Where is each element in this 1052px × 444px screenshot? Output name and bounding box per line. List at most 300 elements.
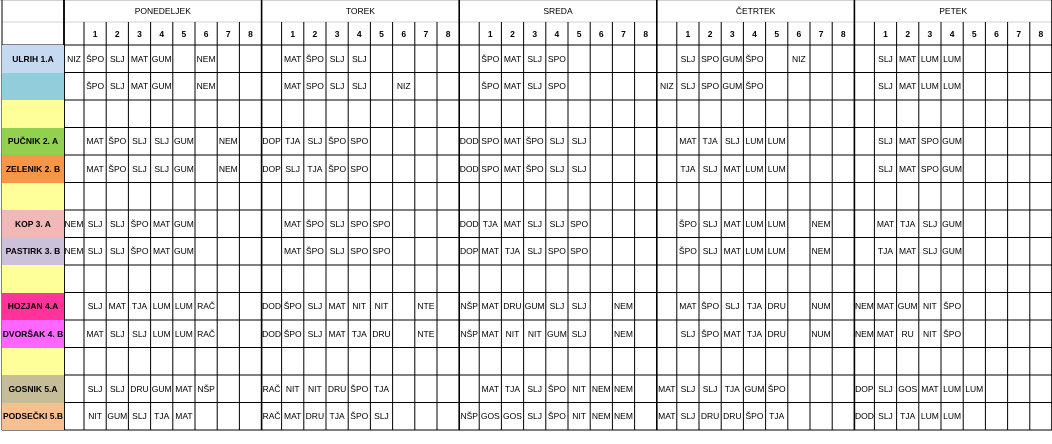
lesson-cell [677, 100, 699, 128]
lesson-cell [64, 155, 84, 183]
lesson-cell: SPO [701, 81, 720, 92]
lesson-cell [568, 100, 590, 128]
lesson-cell [721, 265, 743, 293]
lesson-cell [262, 210, 282, 238]
lesson-cell [590, 155, 612, 183]
lesson-cell: TJA [373, 383, 390, 394]
class-label: PUČNIK 2. A [2, 128, 64, 156]
lesson-cell: SLJ [329, 246, 345, 257]
lesson-cell: TJA [329, 411, 345, 422]
lesson-cell [590, 348, 612, 376]
lesson-cell: SLJ [527, 81, 543, 92]
lesson-cell [437, 100, 459, 128]
period-number: 7 [818, 28, 824, 39]
lesson-cell: TJA [724, 383, 740, 394]
lesson-cell: SLJ [527, 383, 543, 394]
lesson-cell: NIZ [67, 53, 81, 64]
lesson-cell [919, 265, 941, 293]
lesson-cell: ŠPO [525, 163, 544, 174]
lesson-cell: ŠPO [108, 163, 127, 174]
lesson-cell [415, 238, 437, 266]
lesson-cell [874, 265, 896, 293]
lesson-cell [810, 45, 832, 73]
lesson-cell [612, 183, 634, 211]
lesson-cell [239, 45, 261, 73]
lesson-cell [699, 265, 721, 293]
lesson-cell [348, 183, 370, 211]
day-header: PETEK [939, 6, 968, 16]
lesson-cell [699, 100, 721, 128]
lesson-cell: SLJ [109, 218, 125, 229]
lesson-cell: MAT [328, 328, 346, 339]
lesson-cell [1008, 293, 1030, 321]
lesson-cell: NIT [88, 411, 102, 422]
lesson-cell [459, 100, 479, 128]
lesson-cell [326, 265, 348, 293]
lesson-cell: SLJ [351, 53, 367, 64]
lesson-cell [612, 265, 634, 293]
lesson-cell [151, 183, 173, 211]
lesson-cell [239, 320, 261, 348]
class-label: ZELENIK 2. B [2, 155, 64, 183]
lesson-cell [568, 183, 590, 211]
lesson-cell: SPO [920, 136, 939, 147]
lesson-cell: ŠPO [745, 411, 764, 422]
lesson-cell [239, 210, 261, 238]
lesson-cell [832, 375, 854, 403]
lesson-cell: ŠPO [350, 383, 369, 394]
period-number: 3 [927, 28, 933, 39]
period-number: 5 [971, 28, 977, 39]
lesson-cell [985, 348, 1007, 376]
lesson-cell [393, 320, 415, 348]
lesson-cell: DOP [459, 246, 479, 257]
lesson-cell: ŠPO [305, 218, 324, 229]
lesson-cell [788, 238, 810, 266]
lesson-cell: NIT [285, 383, 300, 394]
lesson-cell [437, 403, 459, 431]
lesson-cell [459, 348, 479, 376]
lesson-cell: SPO [701, 53, 720, 64]
lesson-cell [151, 348, 173, 376]
lesson-cell [635, 210, 657, 238]
lesson-cell: GOS [480, 411, 500, 422]
lesson-cell [1030, 45, 1052, 73]
lesson-cell [854, 183, 874, 211]
lesson-cell [788, 100, 810, 128]
lesson-cell: NEM [614, 328, 633, 339]
lesson-cell: NUM [811, 328, 831, 339]
lesson-cell: SLJ [329, 81, 345, 92]
lesson-cell [64, 183, 84, 211]
period-number: 8 [840, 28, 846, 39]
period-number: 7 [423, 28, 429, 39]
lesson-cell [810, 155, 832, 183]
lesson-cell [1030, 348, 1052, 376]
lesson-cell: NIT [572, 383, 586, 394]
lesson-cell: NEM [218, 136, 238, 147]
lesson-cell: SLJ [351, 81, 367, 92]
lesson-cell: GUM [151, 383, 172, 394]
lesson-cell [788, 320, 810, 348]
lesson-cell [985, 73, 1007, 101]
period-number: 2 [510, 28, 515, 39]
lesson-cell [217, 348, 239, 376]
lesson-cell [1008, 403, 1030, 431]
lesson-cell [657, 210, 677, 238]
lesson-cell: LUM [174, 328, 193, 339]
lesson-cell [635, 238, 657, 266]
lesson-cell: ŠPO [481, 53, 500, 64]
lesson-cell [788, 375, 810, 403]
lesson-cell [788, 210, 810, 238]
lesson-cell [195, 265, 217, 293]
lesson-cell [64, 348, 84, 376]
lesson-cell [64, 320, 84, 348]
lesson-cell [64, 375, 84, 403]
class-label [2, 183, 64, 211]
lesson-cell: DRU [305, 411, 325, 422]
lesson-cell [217, 45, 239, 73]
lesson-cell: ŠPO [701, 301, 720, 312]
lesson-cell [897, 183, 919, 211]
class-label: ULRIH 1.A [2, 45, 64, 73]
lesson-cell: NEM [218, 163, 238, 174]
lesson-cell [393, 210, 415, 238]
lesson-cell: ŠPO [328, 163, 347, 174]
lesson-cell [1008, 348, 1030, 376]
lesson-cell [348, 348, 370, 376]
lesson-cell [84, 265, 106, 293]
lesson-cell: MAT [899, 81, 917, 92]
lesson-cell [832, 73, 854, 101]
lesson-cell: SLJ [285, 163, 301, 174]
lesson-cell: SLJ [109, 328, 125, 339]
lesson-cell [64, 265, 84, 293]
lesson-cell: NEM [854, 301, 874, 312]
lesson-cell: NIT [374, 301, 389, 312]
lesson-cell [963, 320, 985, 348]
lesson-cell [64, 73, 84, 101]
lesson-cell [546, 265, 568, 293]
lesson-cell [239, 265, 261, 293]
lesson-cell: ŠPO [108, 136, 127, 147]
lesson-cell [459, 265, 479, 293]
lesson-cell: LUM [767, 163, 786, 174]
lesson-cell [173, 45, 195, 73]
lesson-cell: RAČ [262, 383, 281, 394]
lesson-cell: ŠPO [943, 301, 962, 312]
lesson-cell: MAT [658, 411, 676, 422]
lesson-cell [612, 45, 634, 73]
lesson-cell [370, 265, 392, 293]
lesson-cell [985, 403, 1007, 431]
lesson-cell [239, 238, 261, 266]
lesson-cell [854, 265, 874, 293]
lesson-cell: SLJ [724, 136, 740, 147]
lesson-cell: SLJ [878, 383, 893, 394]
lesson-cell [370, 73, 392, 101]
lesson-cell [832, 210, 854, 238]
lesson-cell: TJA [482, 218, 498, 229]
lesson-cell [985, 155, 1007, 183]
lesson-cell [897, 265, 919, 293]
lesson-cell [393, 128, 415, 156]
lesson-cell [810, 265, 832, 293]
period-number: 4 [356, 28, 362, 39]
lesson-cell [963, 45, 985, 73]
lesson-cell [635, 128, 657, 156]
lesson-cell [657, 155, 677, 183]
lesson-cell: MAT [679, 136, 697, 147]
lesson-cell: DRU [767, 301, 786, 312]
lesson-cell: TJA [746, 301, 763, 312]
lesson-cell: SLJ [549, 218, 565, 229]
lesson-cell [195, 238, 217, 266]
lesson-cell [173, 265, 195, 293]
lesson-cell: TJA [504, 246, 521, 257]
lesson-cell [985, 45, 1007, 73]
lesson-cell: LUM [920, 411, 939, 422]
lesson-cell [217, 293, 239, 321]
lesson-cell [393, 375, 415, 403]
lesson-cell [854, 73, 874, 101]
lesson-cell: MAT [153, 246, 171, 257]
lesson-cell [743, 348, 765, 376]
class-label: GOSNIK 5.A [2, 375, 64, 403]
lesson-cell: NIZ [396, 81, 411, 92]
period-number: 6 [796, 28, 802, 39]
lesson-cell: SLJ [702, 218, 718, 229]
lesson-cell [393, 403, 415, 431]
lesson-cell: LUM [920, 53, 939, 64]
lesson-cell: TJA [746, 328, 763, 339]
period-number: 2 [312, 28, 318, 39]
lesson-cell [415, 375, 437, 403]
lesson-cell: SLJ [307, 136, 323, 147]
lesson-cell: SLJ [132, 136, 147, 147]
lesson-cell [282, 100, 304, 128]
lesson-cell: SPO [547, 246, 566, 257]
lesson-cell [459, 45, 479, 73]
lesson-cell: SLJ [87, 301, 103, 312]
lesson-cell [106, 100, 128, 128]
lesson-cell [195, 348, 217, 376]
lesson-cell [370, 348, 392, 376]
lesson-cell [459, 375, 479, 403]
lesson-cell: GUM [722, 81, 743, 92]
lesson-cell: GUM [744, 383, 765, 394]
lesson-cell [985, 265, 1007, 293]
lesson-cell: SPO [350, 218, 369, 229]
lesson-cell [832, 155, 854, 183]
lesson-cell: NIT [923, 328, 937, 339]
lesson-cell: NEM [614, 411, 633, 422]
lesson-cell: MAT [175, 411, 193, 422]
lesson-cell [217, 73, 239, 101]
lesson-cell [612, 155, 634, 183]
lesson-cell: TJA [900, 411, 916, 422]
lesson-cell [612, 348, 634, 376]
lesson-cell: TJA [504, 383, 521, 394]
lesson-cell: ŠPO [305, 246, 324, 257]
lesson-cell: LUM [745, 136, 764, 147]
lesson-cell [106, 265, 128, 293]
lesson-cell [239, 128, 261, 156]
lesson-cell: DRU [503, 301, 522, 312]
lesson-cell [1030, 210, 1052, 238]
class-label: PASTIRK 3. B [2, 238, 64, 266]
lesson-cell: SLJ [132, 411, 147, 422]
lesson-cell: TJA [877, 246, 894, 257]
lesson-cell: GUM [151, 81, 172, 92]
lesson-cell [415, 100, 437, 128]
lesson-cell [788, 265, 810, 293]
lesson-cell [874, 100, 896, 128]
lesson-cell: NIT [572, 411, 586, 422]
lesson-cell: MAT [481, 301, 499, 312]
lesson-cell [393, 155, 415, 183]
lesson-cell [437, 73, 459, 101]
lesson-cell: SLJ [109, 81, 125, 92]
lesson-cell: ŠPO [328, 136, 347, 147]
lesson-cell: GUM [942, 163, 963, 174]
lesson-cell: MAT [284, 411, 302, 422]
lesson-cell [635, 100, 657, 128]
lesson-cell [963, 100, 985, 128]
lesson-cell: ŠPO [283, 328, 302, 339]
lesson-cell [195, 155, 217, 183]
lesson-cell [832, 183, 854, 211]
class-label [2, 100, 64, 128]
lesson-cell: RU [901, 328, 914, 339]
lesson-cell [1030, 403, 1052, 431]
class-label [2, 348, 64, 376]
lesson-cell [657, 238, 677, 266]
lesson-cell: NTE [417, 301, 435, 312]
lesson-cell: TJA [900, 218, 916, 229]
lesson-cell [635, 45, 657, 73]
period-number: 2 [905, 28, 911, 39]
lesson-cell [1008, 73, 1030, 101]
lesson-cell: MAT [130, 81, 149, 92]
lesson-cell [1030, 183, 1052, 211]
lesson-cell [788, 183, 810, 211]
lesson-cell [415, 128, 437, 156]
lesson-cell: LUM [745, 163, 764, 174]
lesson-cell [743, 265, 765, 293]
lesson-cell: MAT [153, 218, 171, 229]
period-number: 4 [554, 28, 560, 39]
lesson-cell [64, 403, 84, 431]
lesson-cell: MAT [481, 328, 499, 339]
lesson-cell: NIT [527, 328, 542, 339]
lesson-cell [128, 348, 150, 376]
lesson-cell: SLJ [109, 53, 125, 64]
lesson-cell [459, 73, 479, 101]
lesson-cell: SLJ [571, 301, 587, 312]
period-number: 2 [707, 28, 713, 39]
lesson-cell [262, 100, 282, 128]
lesson-cell [963, 155, 985, 183]
lesson-cell [437, 293, 459, 321]
lesson-cell [788, 73, 810, 101]
lesson-cell [370, 183, 392, 211]
lesson-cell [590, 210, 612, 238]
lesson-cell [590, 293, 612, 321]
lesson-cell [326, 183, 348, 211]
period-number: 3 [532, 28, 538, 39]
lesson-cell: DRU [700, 411, 720, 422]
lesson-cell: GUM [173, 246, 194, 257]
lesson-cell [788, 403, 810, 431]
lesson-cell: DOD [459, 163, 479, 174]
lesson-cell: ŠPO [745, 53, 764, 64]
lesson-cell: MAT [503, 218, 522, 229]
lesson-cell: SLJ [374, 411, 389, 422]
class-label: PODSEČKI 5.B [2, 403, 64, 431]
lesson-cell: LUM [943, 411, 962, 422]
lesson-cell: LUM [943, 383, 962, 394]
lesson-cell: MAT [130, 53, 149, 64]
lesson-cell [985, 375, 1007, 403]
lesson-cell: TJA [680, 163, 696, 174]
lesson-cell [217, 100, 239, 128]
lesson-cell: MAT [503, 136, 522, 147]
lesson-cell: ŠPO [745, 81, 764, 92]
lesson-cell [217, 403, 239, 431]
lesson-cell [217, 320, 239, 348]
lesson-cell [985, 238, 1007, 266]
lesson-cell: DOD [262, 328, 282, 339]
lesson-cell: SLJ [109, 246, 125, 257]
lesson-cell [195, 403, 217, 431]
period-number: 3 [137, 28, 142, 39]
lesson-cell [657, 45, 677, 73]
class-label [2, 265, 64, 293]
lesson-cell [657, 100, 677, 128]
lesson-cell: GUM [173, 136, 194, 147]
lesson-cell: MAT [284, 81, 302, 92]
lesson-cell [854, 45, 874, 73]
lesson-cell [963, 128, 985, 156]
lesson-cell: MAT [284, 218, 302, 229]
lesson-cell: SPO [350, 163, 369, 174]
class-label [2, 73, 64, 101]
period-number: 1 [487, 28, 493, 39]
lesson-cell [590, 238, 612, 266]
lesson-cell [635, 265, 657, 293]
lesson-cell: MAT [679, 301, 697, 312]
lesson-cell: SPO [350, 136, 369, 147]
lesson-cell [657, 320, 677, 348]
lesson-cell: SPO [372, 218, 391, 229]
lesson-cell [173, 183, 195, 211]
lesson-cell: SPO [547, 53, 566, 64]
lesson-cell [743, 100, 765, 128]
period-number: 6 [994, 28, 999, 39]
lesson-cell [985, 183, 1007, 211]
lesson-cell [941, 183, 963, 211]
lesson-cell: SLJ [87, 246, 103, 257]
lesson-cell [370, 155, 392, 183]
lesson-cell [370, 100, 392, 128]
lesson-cell [766, 265, 788, 293]
lesson-cell [437, 155, 459, 183]
period-number: 3 [729, 28, 735, 39]
lesson-cell [282, 183, 304, 211]
lesson-cell: MAT [284, 246, 302, 257]
